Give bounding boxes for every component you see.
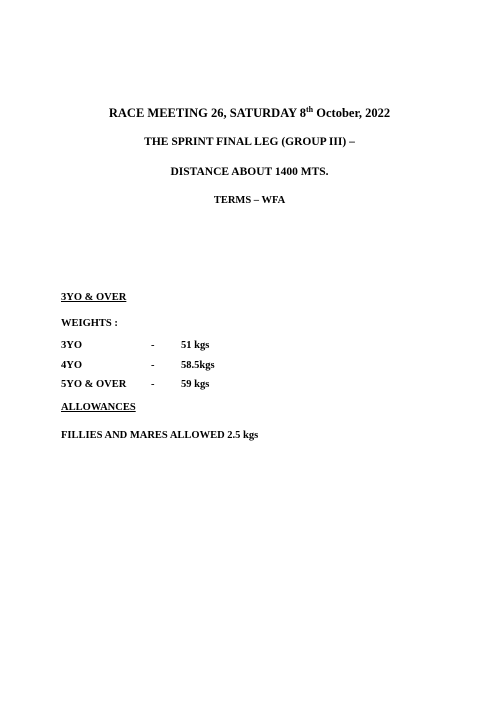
weights-label: WEIGHTS : xyxy=(61,318,118,329)
weight-age: 3YO xyxy=(61,340,82,351)
meeting-title-prefix: RACE MEETING 26, SATURDAY 8 xyxy=(108,106,307,120)
weight-age: 4YO xyxy=(61,360,82,371)
race-terms: TERMS – WFA xyxy=(213,195,286,206)
weight-row xyxy=(61,360,361,374)
meeting-title-ordinal: th xyxy=(306,105,314,114)
age-condition-heading: 3YO & OVER xyxy=(61,292,127,303)
allowance-text: FILLIES AND MARES ALLOWED 2.5 kgs xyxy=(61,430,259,441)
meeting-title xyxy=(0,106,499,121)
weight-dash: - xyxy=(151,360,155,371)
weight-row xyxy=(61,379,361,393)
weight-dash: - xyxy=(151,379,155,390)
allowances-heading: ALLOWANCES xyxy=(61,402,136,413)
weight-age: 5YO & OVER xyxy=(61,379,127,390)
weight-row xyxy=(61,340,361,354)
meeting-title-suffix: October, 2022 xyxy=(313,106,391,120)
weight-dash: - xyxy=(151,340,155,351)
weight-value: 58.5kgs xyxy=(181,360,215,371)
race-distance: DISTANCE ABOUT 1400 MTS. xyxy=(170,166,329,178)
weight-value: 59 kgs xyxy=(181,379,210,390)
race-name: THE SPRINT FINAL LEG (GROUP III) – xyxy=(144,136,355,148)
weight-value: 51 kgs xyxy=(181,340,210,351)
